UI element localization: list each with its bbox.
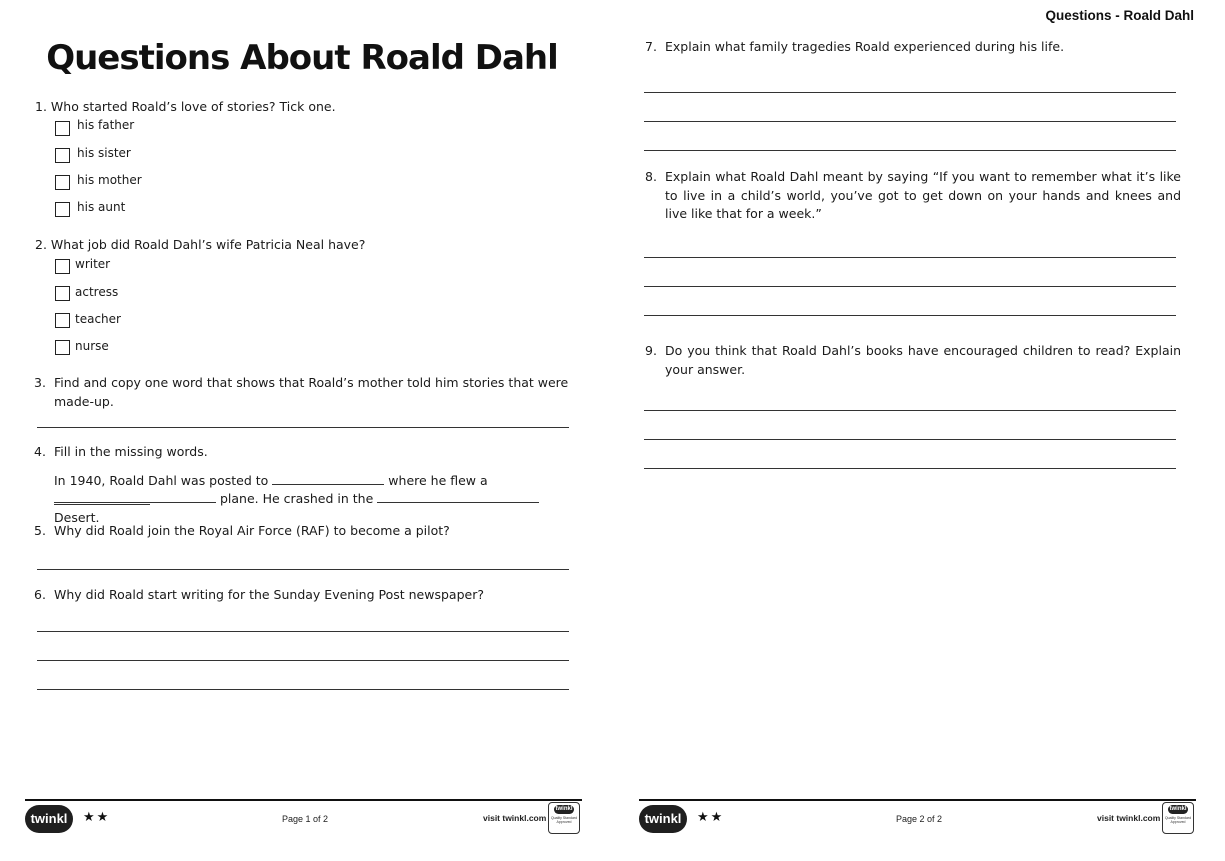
- question-8: [645, 168, 1181, 224]
- question-text: Do you think that Roald Dahl’s books have encouraged children to read? Explain your answer.: [665, 343, 1181, 377]
- answer-line[interactable]: [37, 427, 569, 428]
- quality-badge-icon: [548, 802, 580, 834]
- answer-line[interactable]: [37, 660, 569, 661]
- page-header-title: Questions - Roald Dahl: [1045, 8, 1194, 23]
- checkbox-his-mother[interactable]: [55, 175, 70, 190]
- footer-rule: [25, 799, 582, 801]
- checkbox-nurse[interactable]: [55, 340, 70, 355]
- question-2: [35, 236, 575, 255]
- question-text: Find and copy one word that shows that Roald’s mother told him stories that were made-up.: [54, 375, 569, 409]
- answer-line[interactable]: [37, 631, 569, 632]
- option-label: nurse: [75, 339, 109, 353]
- question-text: Fill in the missing words.: [54, 444, 208, 459]
- question-text: Why did Roald join the Royal Air Force (RAF) to become a pilot?: [54, 523, 450, 538]
- option-label: his aunt: [77, 200, 126, 214]
- visit-link[interactable]: visit twinkl.com: [1097, 813, 1161, 823]
- checkbox-his-father[interactable]: [55, 121, 70, 136]
- question-6: [34, 586, 574, 605]
- question-text: Explain what Roald Dahl meant by saying “If you want to remember what it’s like to live in a child’s world, you’ve got to get down on your hands and knees and live like that for a week.”: [665, 169, 1181, 221]
- worksheet-title: Questions About Roald Dahl: [46, 38, 558, 78]
- checkbox-his-sister[interactable]: [55, 148, 70, 163]
- checkbox-teacher[interactable]: [55, 313, 70, 328]
- option-label: actress: [75, 285, 119, 299]
- question-number: 1.: [35, 99, 47, 114]
- question-number: 4.: [34, 444, 46, 459]
- difficulty-stars-icon: ★★: [697, 810, 725, 825]
- question-text: What job did Roald Dahl’s wife Patricia Neal have?: [50, 237, 366, 252]
- blank-desert-name[interactable]: [377, 489, 539, 503]
- sentence-fragment: Desert.: [54, 509, 100, 525]
- answer-line[interactable]: [644, 315, 1176, 316]
- worksheet-page-1: [0, 0, 612, 861]
- worksheet-page-2: [612, 0, 1225, 861]
- badge-text: Quality Standard Approved: [1164, 816, 1192, 824]
- question-5: [34, 522, 574, 541]
- question-number: 9.: [645, 343, 657, 358]
- question-3: [34, 374, 574, 411]
- checkbox-his-aunt[interactable]: [55, 202, 70, 217]
- badge-logo: twinkl: [1169, 806, 1187, 812]
- question-7: [645, 38, 1181, 57]
- question-text: Who started Roald’s love of stories? Tick one.: [50, 99, 336, 114]
- question-text: Explain what family tragedies Roald experienced during his life.: [665, 39, 1065, 54]
- sentence-fragment: where he flew a: [388, 473, 488, 488]
- answer-line[interactable]: [37, 689, 569, 690]
- option-label: writer: [75, 257, 111, 271]
- option-label: his father: [77, 118, 135, 132]
- twinkl-logo: twinkl: [25, 805, 73, 833]
- badge-text: Quality Standard Approved: [550, 816, 578, 824]
- question-4: [34, 443, 574, 462]
- answer-line[interactable]: [644, 92, 1176, 93]
- page-footer: [639, 799, 1196, 861]
- checkbox-actress[interactable]: [55, 286, 70, 301]
- checkbox-writer[interactable]: [55, 259, 70, 274]
- option-label: teacher: [75, 312, 121, 326]
- blank-location[interactable]: [272, 471, 384, 485]
- twinkl-logo: twinkl: [639, 805, 687, 833]
- footer-rule: [639, 799, 1196, 801]
- answer-line[interactable]: [644, 410, 1176, 411]
- question-number: 6.: [34, 587, 46, 602]
- question-number: 5.: [34, 523, 46, 538]
- question-number: 3.: [34, 375, 46, 390]
- answer-line[interactable]: [644, 121, 1176, 122]
- question-number: 8.: [645, 169, 657, 184]
- page-footer: [25, 799, 582, 861]
- answer-line[interactable]: [644, 257, 1176, 258]
- option-label: his mother: [77, 173, 142, 187]
- question-9: [645, 342, 1181, 379]
- answer-line[interactable]: [644, 439, 1176, 440]
- answer-line[interactable]: [644, 468, 1176, 469]
- option-label: his sister: [77, 146, 131, 160]
- quality-badge-icon: [1162, 802, 1194, 834]
- sentence-fragment: plane. He crashed in the: [219, 491, 374, 506]
- question-number: 7.: [645, 39, 657, 54]
- difficulty-stars-icon: ★★: [83, 810, 111, 825]
- page-number: Page 2 of 2: [896, 814, 943, 824]
- answer-line[interactable]: [644, 150, 1176, 151]
- question-1: [35, 98, 575, 117]
- answer-line[interactable]: [644, 286, 1176, 287]
- page-number: Page 1 of 2: [282, 814, 329, 824]
- answer-line[interactable]: [37, 569, 569, 570]
- visit-link[interactable]: visit twinkl.com: [483, 813, 547, 823]
- question-number: 2.: [35, 237, 47, 252]
- sentence-fragment: In 1940, Roald Dahl was posted to: [54, 473, 269, 488]
- blank-plane-type-cont[interactable]: [54, 489, 216, 503]
- badge-logo: twinkl: [555, 806, 573, 812]
- question-text: Why did Roald start writing for the Sunday Evening Post newspaper?: [54, 587, 484, 602]
